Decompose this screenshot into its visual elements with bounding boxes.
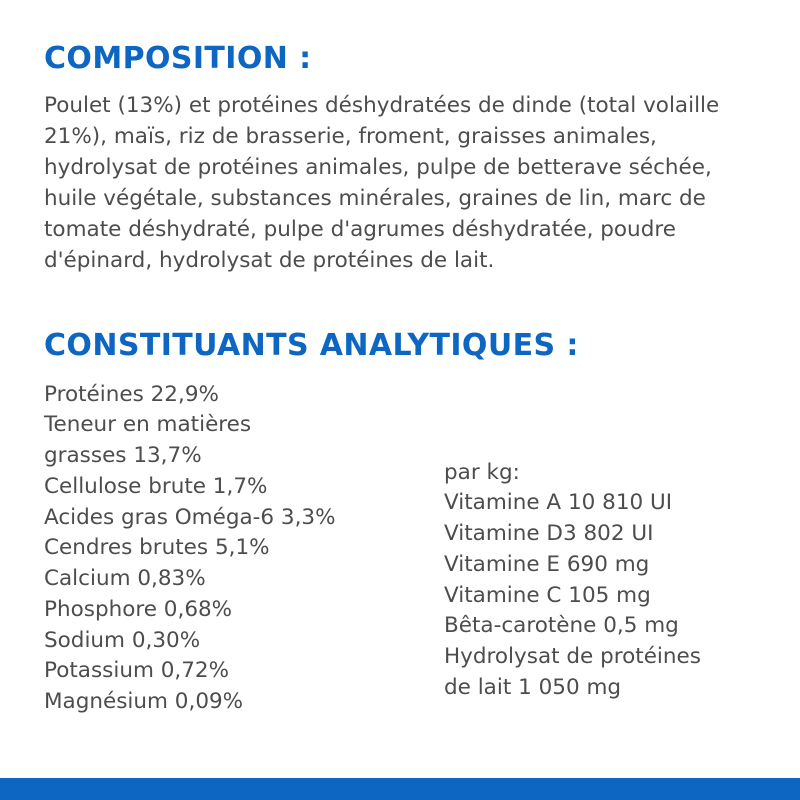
analytics-line: Vitamine D3 802 UI <box>444 521 654 547</box>
analytics-line: Protéines 22,9% <box>44 381 219 407</box>
footer-accent-bar <box>0 778 800 800</box>
analytics-line: de lait 1 050 mg <box>444 674 622 700</box>
analytics-line: Vitamine A 10 810 UI <box>444 490 673 516</box>
analytics-line: Acides gras Oméga-6 3,3% <box>44 504 336 530</box>
analytics-line: Sodium 0,30% <box>44 627 201 653</box>
analytics-line: Calcium 0,83% <box>44 566 206 592</box>
composition-text: Poulet (13%) et protéines déshydratées de dinde (total volaille 21%), maïs, riz de brasserie, froment, graisses animales, hydrolysat de protéines animales, pulpe de betterave séchée, huile végétale, substances minérales, graines de lin, marc de tomate déshydraté, pulpe d'agrumes déshydratée, poudre d'épinard, hydrolysat de protéines de lait. <box>44 93 720 273</box>
analytics-line: Potassium 0,72% <box>44 658 230 684</box>
analytics-line: Phosphore 0,68% <box>44 596 233 622</box>
analytics-line: Cellulose brute 1,7% <box>44 473 268 499</box>
analytics-left-column <box>44 380 444 718</box>
analytics-line: Vitamine C 105 mg <box>444 582 651 608</box>
analytics-line: Magnésium 0,09% <box>44 689 244 715</box>
analytics-line: Bêta-carotène 0,5 mg <box>444 613 679 639</box>
analytics-line: Teneur en matières <box>44 412 252 438</box>
analytics-line: Vitamine E 690 mg <box>444 551 650 577</box>
analytics-right-column <box>444 380 756 718</box>
analytics-columns <box>44 380 756 718</box>
analytics-line: par kg: <box>444 459 520 485</box>
analytics-line: grasses 13,7% <box>44 443 202 469</box>
analytics-line: Cendres brutes 5,1% <box>44 535 270 561</box>
composition-heading: COMPOSITION : <box>44 41 312 76</box>
analytical-constituents-heading: CONSTITUANTS ANALYTIQUES : <box>44 327 579 363</box>
analytics-line: Hydrolysat de protéines <box>444 644 701 670</box>
